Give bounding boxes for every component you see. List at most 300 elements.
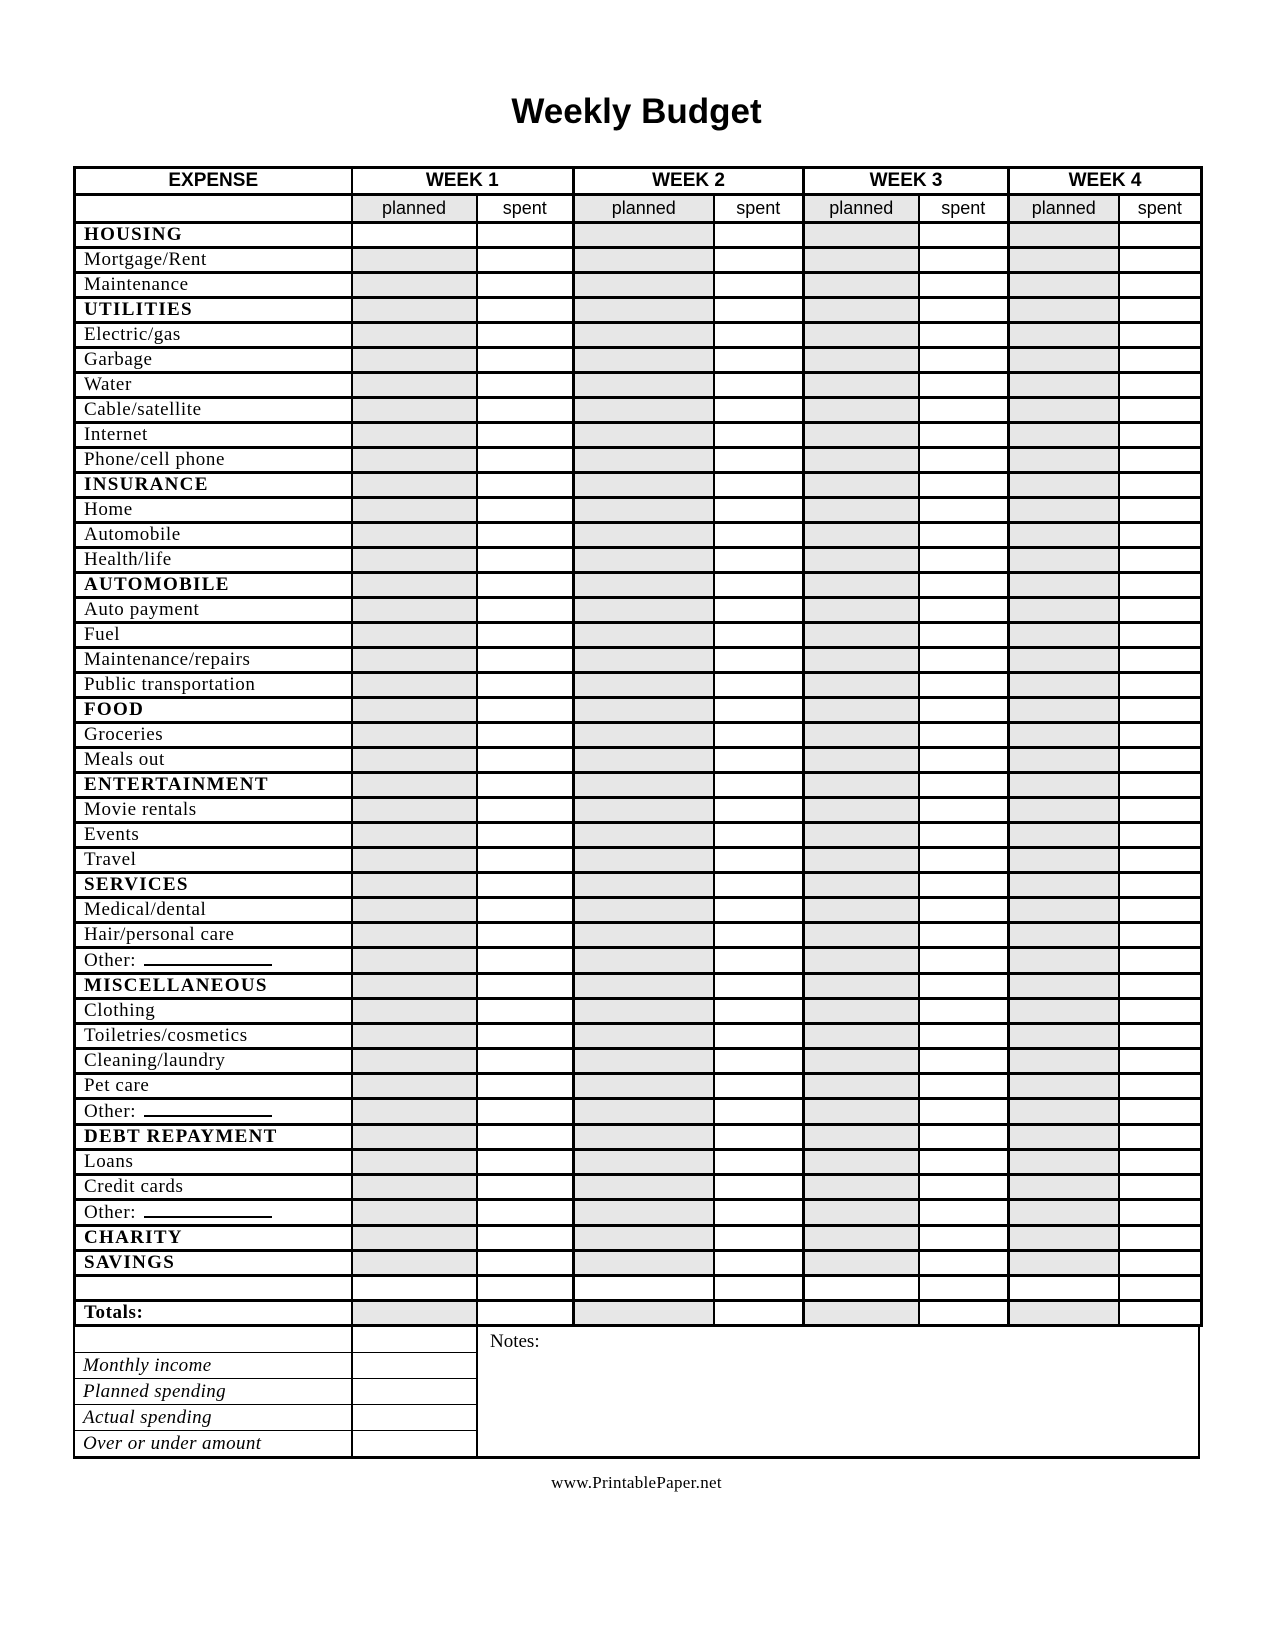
spent-value-cell xyxy=(919,848,1009,873)
category-label-cell: MISCELLANEOUS xyxy=(75,974,352,999)
planned-value-cell xyxy=(804,1125,919,1150)
spent-header-cell: spent xyxy=(714,195,804,223)
planned-value-cell xyxy=(1009,723,1119,748)
planned-value-cell xyxy=(804,798,919,823)
spent-value-cell xyxy=(1119,923,1202,948)
spent-value-cell xyxy=(714,1074,804,1099)
planned-value-cell xyxy=(352,648,477,673)
planned-value-cell xyxy=(1009,1301,1119,1326)
spent-value-cell xyxy=(477,423,574,448)
planned-value-cell xyxy=(352,848,477,873)
expense-label-cell: Other: xyxy=(75,948,352,974)
expense-label-cell: Other: xyxy=(75,1200,352,1226)
planned-value-cell xyxy=(804,1200,919,1226)
summary-label-cell: Over or under amount xyxy=(74,1431,352,1457)
planned-value-cell xyxy=(352,373,477,398)
planned-value-cell xyxy=(1009,223,1119,248)
spent-value-cell xyxy=(919,398,1009,423)
spent-value-cell xyxy=(477,623,574,648)
spent-value-cell xyxy=(477,698,574,723)
spent-value-cell xyxy=(919,773,1009,798)
planned-value-cell xyxy=(352,948,477,974)
planned-value-cell xyxy=(574,1024,714,1049)
planned-value-cell xyxy=(1009,1150,1119,1175)
planned-value-cell xyxy=(1009,1024,1119,1049)
spent-value-cell xyxy=(919,573,1009,598)
planned-value-cell xyxy=(574,948,714,974)
expense-label-cell: Travel xyxy=(75,848,352,873)
spent-value-cell xyxy=(919,1200,1009,1226)
planned-value-cell xyxy=(1009,798,1119,823)
planned-value-cell xyxy=(574,873,714,898)
spent-value-cell xyxy=(714,323,804,348)
spent-value-cell xyxy=(477,1049,574,1074)
spent-value-cell xyxy=(477,448,574,473)
planned-value-cell xyxy=(804,448,919,473)
planned-value-cell xyxy=(1009,548,1119,573)
expense-label-cell: Auto payment xyxy=(75,598,352,623)
planned-value-cell xyxy=(352,448,477,473)
planned-value-cell xyxy=(1009,773,1119,798)
planned-value-cell xyxy=(804,848,919,873)
spent-value-cell xyxy=(714,673,804,698)
planned-value-cell xyxy=(352,773,477,798)
spent-value-cell xyxy=(714,248,804,273)
summary-row xyxy=(74,1327,477,1353)
planned-value-cell xyxy=(574,223,714,248)
expense-label-cell: Hair/personal care xyxy=(75,923,352,948)
spent-value-cell xyxy=(919,798,1009,823)
planned-value-cell xyxy=(352,748,477,773)
spent-value-cell xyxy=(919,648,1009,673)
summary-label-cell: Planned spending xyxy=(74,1379,352,1405)
spent-value-cell xyxy=(714,1099,804,1125)
spent-value-cell xyxy=(919,298,1009,323)
summary-value-cell xyxy=(352,1431,477,1457)
expense-label-cell: Other: xyxy=(75,1099,352,1125)
planned-value-cell xyxy=(1009,1074,1119,1099)
planned-value-cell xyxy=(352,974,477,999)
spent-value-cell xyxy=(714,1276,804,1301)
spent-value-cell xyxy=(714,1251,804,1276)
table-row xyxy=(75,723,1202,748)
spent-value-cell xyxy=(714,498,804,523)
spent-value-cell xyxy=(919,1276,1009,1301)
table-row xyxy=(75,999,1202,1024)
planned-header-cell: planned xyxy=(352,195,477,223)
table-row xyxy=(75,298,1202,323)
spent-value-cell xyxy=(477,673,574,698)
spent-value-cell xyxy=(714,1024,804,1049)
spent-value-cell xyxy=(714,873,804,898)
spent-value-cell xyxy=(1119,748,1202,773)
planned-value-cell xyxy=(352,823,477,848)
spent-value-cell xyxy=(919,623,1009,648)
expense-label-cell: Phone/cell phone xyxy=(75,448,352,473)
expense-header-cell: EXPENSE xyxy=(75,168,352,195)
spent-value-cell xyxy=(1119,1150,1202,1175)
planned-value-cell xyxy=(1009,623,1119,648)
spent-value-cell xyxy=(919,598,1009,623)
spent-value-cell xyxy=(1119,823,1202,848)
expense-label-cell: Electric/gas xyxy=(75,323,352,348)
expense-label-cell: Medical/dental xyxy=(75,898,352,923)
spent-value-cell xyxy=(477,473,574,498)
summary-value-cell xyxy=(352,1327,477,1353)
planned-value-cell xyxy=(352,1301,477,1326)
week-2-header-cell: WEEK 2 xyxy=(574,168,804,195)
planned-value-cell xyxy=(804,1301,919,1326)
spent-value-cell xyxy=(1119,948,1202,974)
planned-value-cell xyxy=(574,798,714,823)
spent-value-cell xyxy=(919,1175,1009,1200)
table-row xyxy=(75,473,1202,498)
planned-value-cell xyxy=(1009,923,1119,948)
expense-label-cell: Events xyxy=(75,823,352,848)
summary-value-cell xyxy=(352,1405,477,1431)
footer-url: www.PrintablePaper.net xyxy=(551,1473,722,1492)
spent-value-cell xyxy=(714,1175,804,1200)
summary-label-cell: Actual spending xyxy=(74,1405,352,1431)
planned-value-cell xyxy=(804,498,919,523)
spent-value-cell xyxy=(714,1150,804,1175)
planned-value-cell xyxy=(574,323,714,348)
planned-value-cell xyxy=(1009,948,1119,974)
planned-value-cell xyxy=(804,974,919,999)
spent-value-cell xyxy=(919,873,1009,898)
planned-value-cell xyxy=(1009,298,1119,323)
spent-value-cell xyxy=(477,1150,574,1175)
spent-value-cell xyxy=(919,1125,1009,1150)
planned-value-cell xyxy=(574,1175,714,1200)
summary-label-cell: Monthly income xyxy=(74,1353,352,1379)
table-row xyxy=(75,974,1202,999)
category-label-cell: INSURANCE xyxy=(75,473,352,498)
table-row xyxy=(75,1049,1202,1074)
spent-value-cell xyxy=(714,373,804,398)
planned-value-cell xyxy=(804,1024,919,1049)
table-row xyxy=(75,1276,1202,1301)
planned-value-cell xyxy=(1009,323,1119,348)
spent-value-cell xyxy=(714,298,804,323)
expense-label-cell: Maintenance xyxy=(75,273,352,298)
planned-value-cell xyxy=(574,723,714,748)
spent-value-cell xyxy=(714,223,804,248)
planned-value-cell xyxy=(574,1276,714,1301)
planned-value-cell xyxy=(574,698,714,723)
spent-value-cell xyxy=(919,748,1009,773)
planned-value-cell xyxy=(804,1099,919,1125)
planned-value-cell xyxy=(352,1175,477,1200)
expense-label-cell: Groceries xyxy=(75,723,352,748)
spent-value-cell xyxy=(919,1099,1009,1125)
planned-value-cell xyxy=(804,623,919,648)
spent-value-cell xyxy=(919,473,1009,498)
planned-value-cell xyxy=(1009,974,1119,999)
spent-value-cell xyxy=(714,848,804,873)
planned-value-cell xyxy=(1009,1049,1119,1074)
spent-value-cell xyxy=(1119,1301,1202,1326)
spent-value-cell xyxy=(1119,1049,1202,1074)
spent-value-cell xyxy=(919,423,1009,448)
table-row xyxy=(75,273,1202,298)
spent-value-cell xyxy=(1119,848,1202,873)
planned-value-cell xyxy=(804,823,919,848)
table-row xyxy=(75,823,1202,848)
spent-value-cell xyxy=(714,423,804,448)
planned-value-cell xyxy=(1009,848,1119,873)
budget-table xyxy=(73,166,1203,1327)
planned-value-cell xyxy=(574,1125,714,1150)
spent-value-cell xyxy=(714,948,804,974)
spent-value-cell xyxy=(477,598,574,623)
spent-value-cell xyxy=(477,1200,574,1226)
expense-label-cell: Health/life xyxy=(75,548,352,573)
spent-value-cell xyxy=(477,498,574,523)
table-row xyxy=(75,498,1202,523)
table-row xyxy=(75,1074,1202,1099)
planned-value-cell xyxy=(804,248,919,273)
spent-value-cell xyxy=(919,723,1009,748)
spent-value-cell xyxy=(919,999,1009,1024)
category-label-cell: SAVINGS xyxy=(75,1251,352,1276)
planned-value-cell xyxy=(1009,1200,1119,1226)
table-row xyxy=(75,373,1202,398)
spent-value-cell xyxy=(714,348,804,373)
summary-value-cell xyxy=(352,1379,477,1405)
spent-value-cell xyxy=(477,723,574,748)
spent-value-cell xyxy=(919,498,1009,523)
expense-label-cell: Meals out xyxy=(75,748,352,773)
spent-value-cell xyxy=(1119,373,1202,398)
planned-value-cell xyxy=(352,573,477,598)
spent-value-cell xyxy=(1119,548,1202,573)
spent-value-cell xyxy=(714,823,804,848)
expense-label-cell: Pet care xyxy=(75,1074,352,1099)
planned-value-cell xyxy=(574,848,714,873)
category-label-cell: FOOD xyxy=(75,698,352,723)
spent-value-cell xyxy=(477,848,574,873)
planned-value-cell xyxy=(574,648,714,673)
spent-value-cell xyxy=(477,523,574,548)
planned-value-cell xyxy=(352,898,477,923)
spent-value-cell xyxy=(1119,348,1202,373)
spent-value-cell xyxy=(1119,448,1202,473)
planned-value-cell xyxy=(1009,523,1119,548)
planned-value-cell xyxy=(352,723,477,748)
planned-value-cell xyxy=(352,1251,477,1276)
table-row xyxy=(75,1301,1202,1326)
spent-value-cell xyxy=(714,648,804,673)
planned-value-cell xyxy=(1009,1276,1119,1301)
planned-header-cell: planned xyxy=(574,195,714,223)
planned-value-cell xyxy=(574,623,714,648)
spent-value-cell xyxy=(1119,1099,1202,1125)
spent-value-cell xyxy=(477,923,574,948)
table-row xyxy=(75,573,1202,598)
planned-value-cell xyxy=(804,1074,919,1099)
table-row xyxy=(75,1125,1202,1150)
planned-value-cell xyxy=(804,423,919,448)
planned-value-cell xyxy=(1009,598,1119,623)
spent-value-cell xyxy=(714,623,804,648)
spent-value-cell xyxy=(477,648,574,673)
planned-value-cell xyxy=(804,898,919,923)
planned-value-cell xyxy=(1009,1099,1119,1125)
notes-label: Notes: xyxy=(490,1331,540,1352)
planned-value-cell xyxy=(1009,273,1119,298)
planned-value-cell xyxy=(352,999,477,1024)
blank-header-cell xyxy=(75,195,352,223)
spent-value-cell xyxy=(1119,1200,1202,1226)
spent-value-cell xyxy=(1119,473,1202,498)
planned-value-cell xyxy=(352,523,477,548)
subheader-row xyxy=(75,195,1202,223)
spent-value-cell xyxy=(919,1049,1009,1074)
spent-value-cell xyxy=(1119,273,1202,298)
spent-value-cell xyxy=(919,548,1009,573)
table-row xyxy=(75,873,1202,898)
planned-value-cell xyxy=(804,748,919,773)
table-row xyxy=(75,598,1202,623)
planned-value-cell xyxy=(574,1150,714,1175)
planned-value-cell xyxy=(1009,1226,1119,1251)
spent-value-cell xyxy=(714,448,804,473)
week-1-header-cell: WEEK 1 xyxy=(352,168,574,195)
spent-value-cell xyxy=(477,573,574,598)
table-row xyxy=(75,773,1202,798)
summary-section xyxy=(73,1327,1200,1459)
planned-value-cell xyxy=(1009,1125,1119,1150)
spent-value-cell xyxy=(1119,598,1202,623)
summary-row xyxy=(74,1405,477,1431)
planned-value-cell xyxy=(574,473,714,498)
spent-value-cell xyxy=(1119,1175,1202,1200)
spent-value-cell xyxy=(477,748,574,773)
planned-value-cell xyxy=(574,498,714,523)
spent-value-cell xyxy=(714,1301,804,1326)
spent-value-cell xyxy=(714,748,804,773)
spent-value-cell xyxy=(714,1125,804,1150)
spent-value-cell xyxy=(477,1074,574,1099)
spent-value-cell xyxy=(477,1099,574,1125)
spent-value-cell xyxy=(714,974,804,999)
spent-value-cell xyxy=(477,999,574,1024)
spent-value-cell xyxy=(714,523,804,548)
spent-value-cell xyxy=(919,1301,1009,1326)
spent-value-cell xyxy=(919,248,1009,273)
planned-value-cell xyxy=(352,298,477,323)
planned-value-cell xyxy=(804,348,919,373)
spent-value-cell xyxy=(714,1200,804,1226)
spent-value-cell xyxy=(1119,773,1202,798)
expense-label-cell: Toiletries/cosmetics xyxy=(75,1024,352,1049)
spent-value-cell xyxy=(1119,523,1202,548)
planned-header-cell: planned xyxy=(804,195,919,223)
planned-value-cell xyxy=(352,673,477,698)
week-4-header-cell: WEEK 4 xyxy=(1009,168,1202,195)
planned-value-cell xyxy=(1009,673,1119,698)
spent-value-cell xyxy=(714,999,804,1024)
spent-value-cell xyxy=(477,773,574,798)
notes-box xyxy=(478,1327,1200,1456)
spent-value-cell xyxy=(714,773,804,798)
planned-value-cell xyxy=(1009,823,1119,848)
spent-value-cell xyxy=(477,873,574,898)
planned-value-cell xyxy=(1009,248,1119,273)
planned-value-cell xyxy=(574,748,714,773)
planned-value-cell xyxy=(574,298,714,323)
summary-row xyxy=(74,1431,477,1457)
planned-value-cell xyxy=(574,1251,714,1276)
table-row xyxy=(75,398,1202,423)
expense-label-cell: Internet xyxy=(75,423,352,448)
spent-value-cell xyxy=(919,448,1009,473)
table-row xyxy=(75,648,1202,673)
spent-value-cell xyxy=(919,974,1009,999)
spent-value-cell xyxy=(1119,974,1202,999)
spent-value-cell xyxy=(1119,873,1202,898)
spent-value-cell xyxy=(919,823,1009,848)
spent-value-cell xyxy=(714,898,804,923)
planned-value-cell xyxy=(1009,498,1119,523)
spent-value-cell xyxy=(714,1049,804,1074)
spent-value-cell xyxy=(477,1301,574,1326)
planned-value-cell xyxy=(804,473,919,498)
spent-value-cell xyxy=(919,373,1009,398)
planned-value-cell xyxy=(804,948,919,974)
spent-value-cell xyxy=(477,273,574,298)
table-row xyxy=(75,323,1202,348)
category-label-cell: AUTOMOBILE xyxy=(75,573,352,598)
planned-value-cell xyxy=(574,1074,714,1099)
planned-value-cell xyxy=(574,548,714,573)
planned-value-cell xyxy=(804,298,919,323)
category-label-cell: DEBT REPAYMENT xyxy=(75,1125,352,1150)
category-label-cell: UTILITIES xyxy=(75,298,352,323)
planned-value-cell xyxy=(352,548,477,573)
spent-header-cell: spent xyxy=(477,195,574,223)
planned-value-cell xyxy=(804,1276,919,1301)
category-label-cell: SERVICES xyxy=(75,873,352,898)
table-row xyxy=(75,798,1202,823)
planned-value-cell xyxy=(574,1049,714,1074)
spent-value-cell xyxy=(714,548,804,573)
spent-value-cell xyxy=(1119,898,1202,923)
spent-value-cell xyxy=(1119,248,1202,273)
table-row xyxy=(75,1024,1202,1049)
planned-value-cell xyxy=(804,398,919,423)
expense-label-cell: Water xyxy=(75,373,352,398)
spent-value-cell xyxy=(1119,223,1202,248)
spent-value-cell xyxy=(1119,323,1202,348)
spent-value-cell xyxy=(1119,999,1202,1024)
expense-label-cell: Public transportation xyxy=(75,673,352,698)
table-row xyxy=(75,698,1202,723)
spent-value-cell xyxy=(919,273,1009,298)
planned-value-cell xyxy=(574,673,714,698)
spent-value-cell xyxy=(477,223,574,248)
planned-value-cell xyxy=(1009,1175,1119,1200)
table-row xyxy=(75,548,1202,573)
planned-value-cell xyxy=(574,1301,714,1326)
spent-value-cell xyxy=(477,823,574,848)
spent-value-cell xyxy=(1119,1074,1202,1099)
spent-value-cell xyxy=(714,923,804,948)
planned-value-cell xyxy=(574,348,714,373)
spent-value-cell xyxy=(919,923,1009,948)
planned-value-cell xyxy=(574,974,714,999)
